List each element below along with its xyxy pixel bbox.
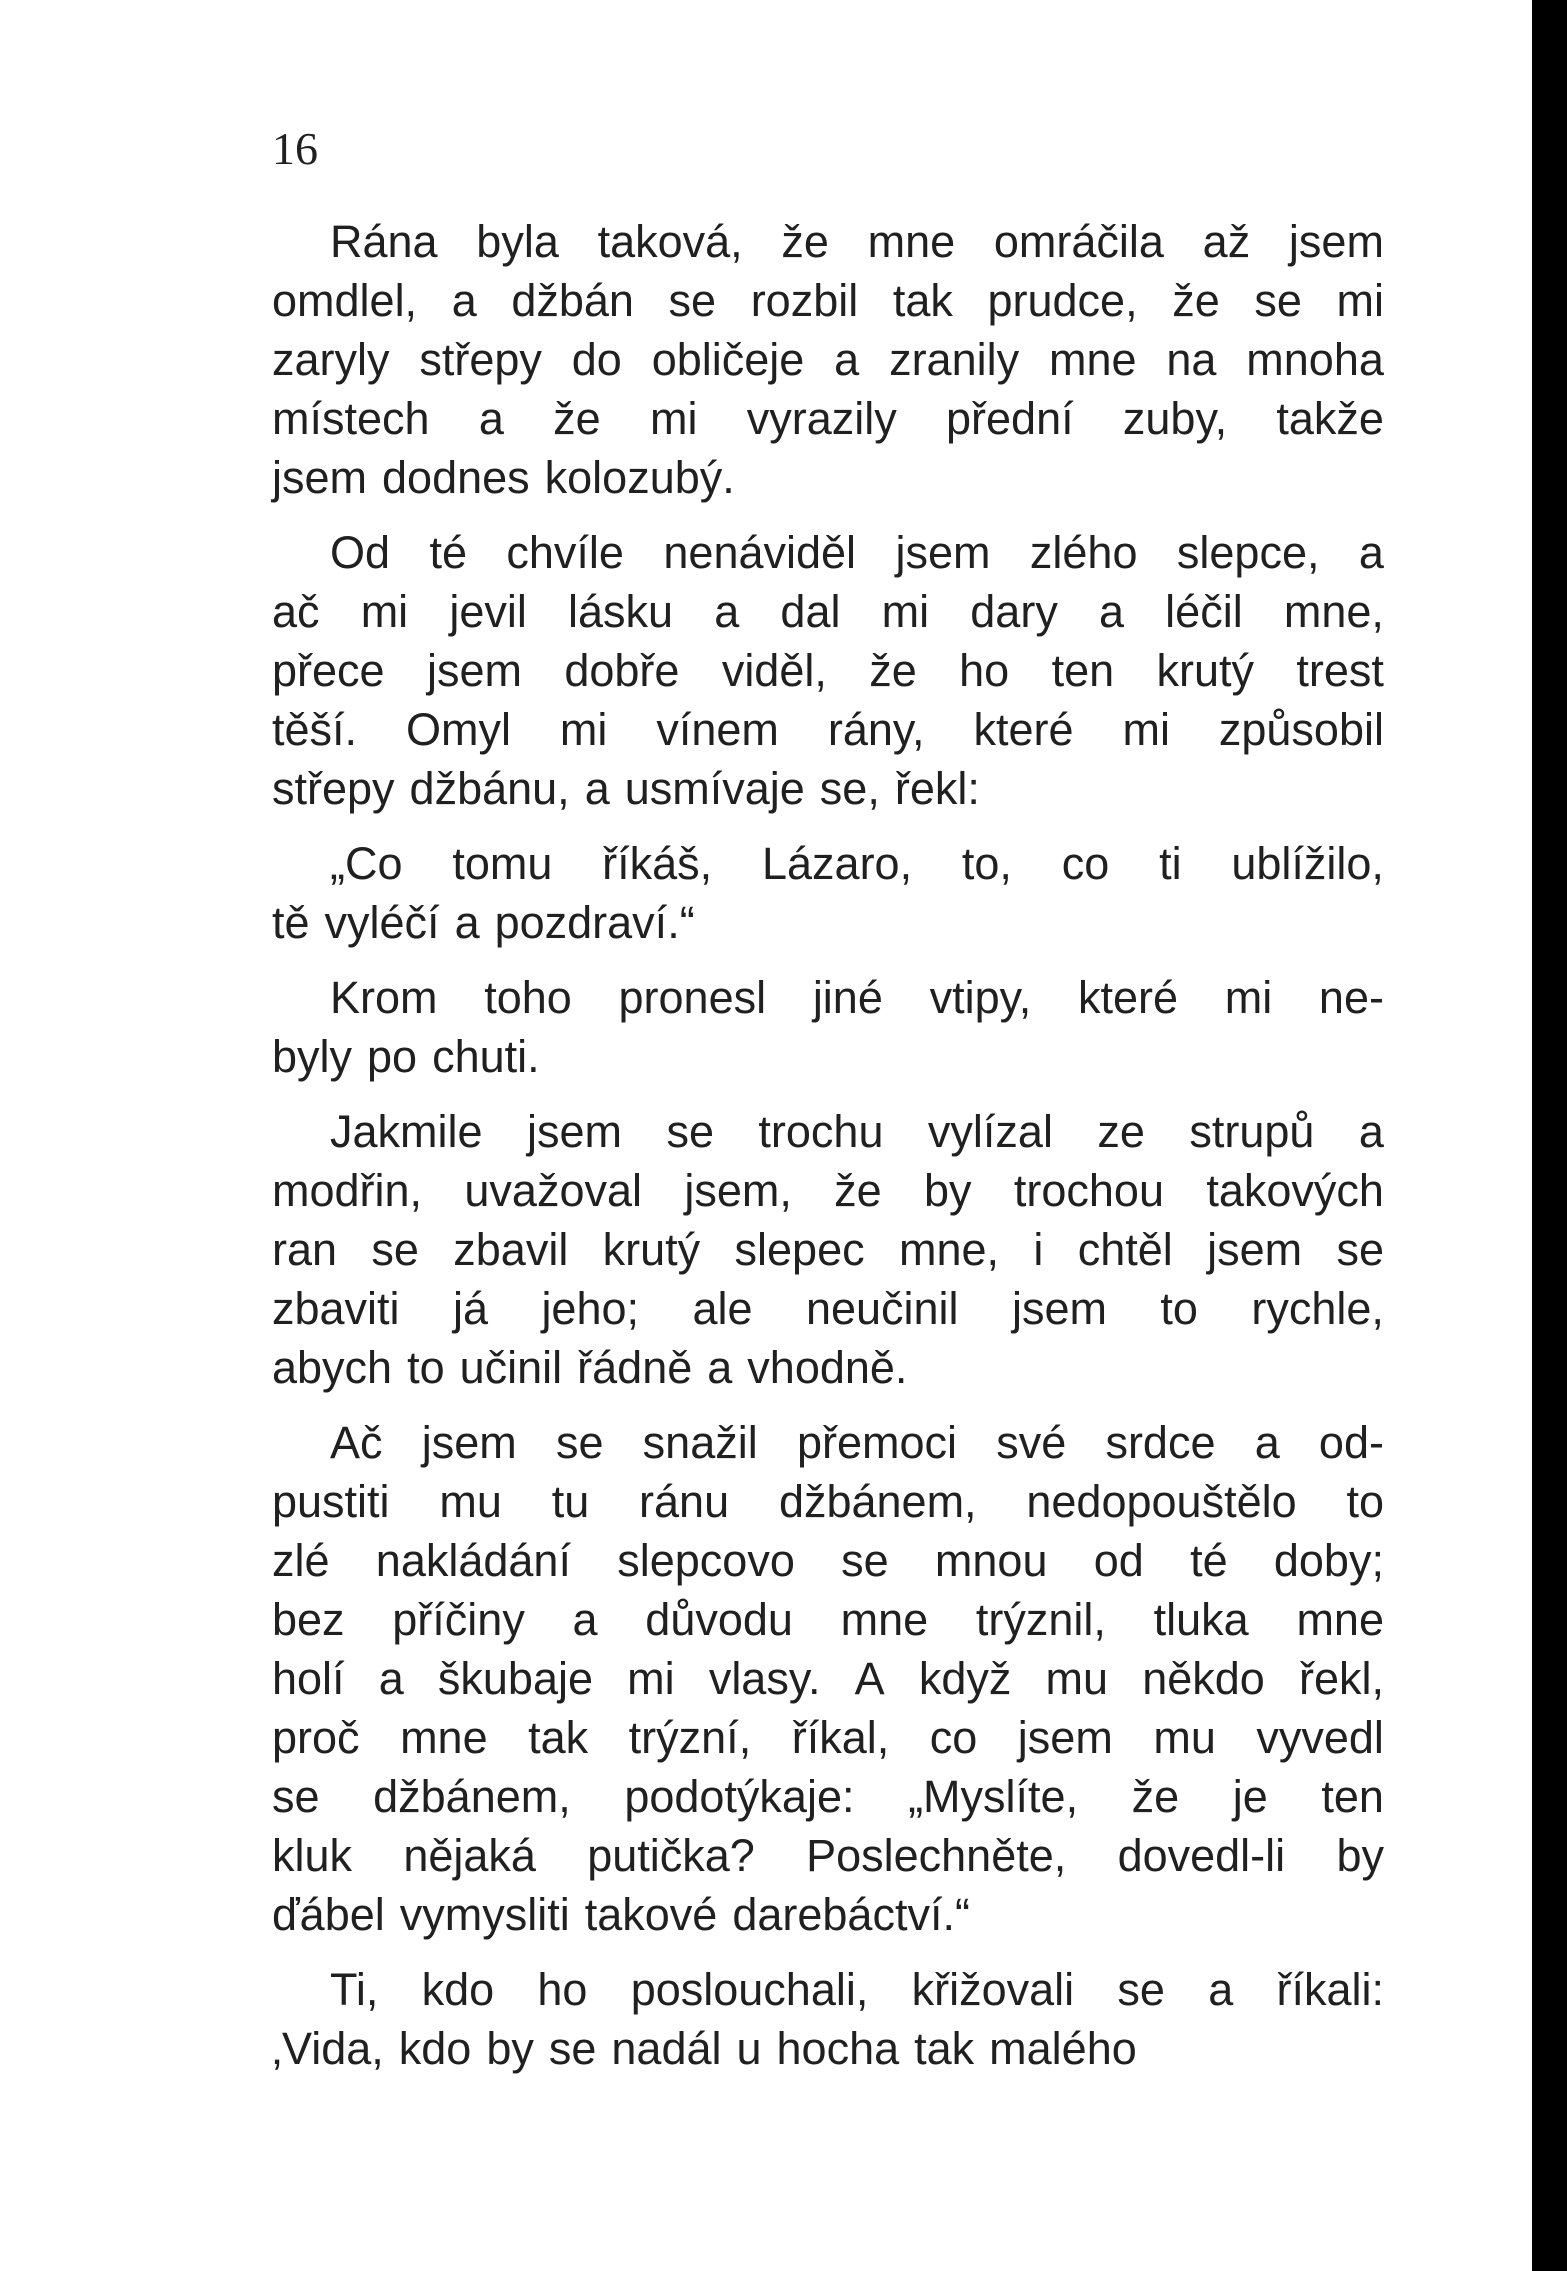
word: střepy: [272, 763, 395, 814]
word: řekl:: [894, 763, 980, 814]
word: že: [781, 216, 829, 267]
word: vyvedl: [1256, 1712, 1384, 1763]
paragraph: [272, 1102, 1384, 1397]
word: té: [429, 527, 467, 578]
word: omráčila: [993, 216, 1164, 267]
word: podotýkaje:: [624, 1771, 855, 1822]
word: trýzní,: [628, 1712, 752, 1763]
word: to,: [961, 838, 1012, 889]
word: omdlel,: [272, 275, 418, 326]
word: chtěl: [1077, 1224, 1173, 1275]
page-number: 16: [272, 123, 318, 174]
word: tak: [528, 1712, 589, 1763]
word: dovedl-li: [1117, 1830, 1286, 1881]
word: a: [1358, 1106, 1384, 1157]
word: i: [1033, 1224, 1044, 1275]
word: tak: [914, 2023, 975, 2074]
word: Rána: [330, 216, 438, 267]
word: mne,: [898, 1224, 999, 1275]
word: Omyl: [405, 704, 511, 755]
word: a: [714, 586, 740, 637]
word: ač: [272, 586, 320, 637]
word: tomu: [452, 838, 553, 889]
word: je: [1232, 1771, 1268, 1822]
word: ten: [1321, 1771, 1384, 1822]
text-line: [272, 448, 1384, 507]
word: mi: [649, 393, 698, 444]
word: holí: [272, 1653, 345, 1704]
word: a: [572, 1594, 598, 1645]
text-line: [272, 700, 1384, 759]
word: mne: [840, 1594, 929, 1645]
word: mne: [867, 216, 956, 267]
text-line: [272, 1826, 1384, 1885]
text-line: [272, 1220, 1384, 1279]
word: vymysliti: [399, 1889, 570, 1940]
word: trýznil,: [975, 1594, 1106, 1645]
text-line: [272, 893, 1384, 952]
word: mne: [1296, 1594, 1384, 1645]
word: „Myslíte,: [908, 1771, 1079, 1822]
word: přece: [272, 645, 385, 696]
word: poslouchali,: [630, 1964, 869, 2015]
word: proč: [272, 1712, 360, 1763]
word: ho: [537, 1964, 588, 2015]
word: tě: [272, 897, 310, 948]
scan-edge-shadow: [1532, 0, 1567, 2271]
word: pronesl: [618, 972, 767, 1023]
word: takových: [1206, 1165, 1384, 1216]
word: mu: [439, 1476, 502, 1527]
word: doby;: [1273, 1535, 1384, 1586]
word: a: [1254, 1417, 1280, 1468]
word: ďábel: [272, 1889, 385, 1940]
word: nějaká: [403, 1830, 536, 1881]
word: nedopouštělo: [1026, 1476, 1297, 1527]
word: a: [1358, 527, 1384, 578]
text-line: [272, 1649, 1384, 1708]
word: malého: [989, 2023, 1137, 2074]
text-line: [272, 1708, 1384, 1767]
word: křižovali: [911, 1964, 1075, 2015]
word: lásku: [568, 586, 674, 637]
word: a: [1208, 1964, 1234, 2015]
word: vylízal: [927, 1106, 1053, 1157]
word: chuti.: [432, 1031, 540, 1082]
text-line: [272, 582, 1384, 641]
word: chvíle: [506, 527, 624, 578]
word: někdo: [1142, 1653, 1265, 1704]
word: trochou: [1013, 1165, 1164, 1216]
word: slepce,: [1176, 527, 1320, 578]
text-line: [272, 330, 1384, 389]
word: až: [1202, 216, 1251, 267]
text-line: [272, 1472, 1384, 1531]
word: nadál: [611, 2023, 722, 2074]
word: kluk: [272, 1830, 353, 1881]
word: by: [1336, 1830, 1384, 1881]
word: mnoha: [1246, 334, 1384, 385]
paragraph: [272, 1413, 1384, 1944]
text-line: [272, 1102, 1384, 1161]
paragraph: [272, 968, 1384, 1086]
word: vínem: [656, 704, 779, 755]
word: mne: [1048, 334, 1137, 385]
word: rychle,: [1251, 1283, 1384, 1334]
word: se: [371, 1224, 419, 1275]
word: tak: [892, 275, 953, 326]
text-line: [272, 759, 1384, 818]
word: takové: [584, 1889, 718, 1940]
word: které: [973, 704, 1074, 755]
word: rány,: [827, 704, 925, 755]
word: že: [1172, 275, 1220, 326]
word: když: [918, 1653, 1012, 1704]
word: jsem,: [684, 1165, 792, 1216]
word: jsem: [895, 527, 991, 578]
word: džbánem,: [373, 1771, 571, 1822]
word: ten: [1051, 645, 1115, 696]
text-body: [272, 212, 1384, 2094]
word: mu: [1045, 1653, 1109, 1704]
word: že: [834, 1165, 882, 1216]
word: mi: [360, 586, 409, 637]
word: ze: [1097, 1106, 1145, 1157]
word: mi: [881, 586, 930, 637]
word: místech: [272, 393, 430, 444]
word: od-: [1318, 1417, 1384, 1468]
word: to: [1346, 1476, 1384, 1527]
text-line: [272, 2019, 1384, 2078]
paragraph: [272, 523, 1384, 818]
word: trest: [1296, 645, 1384, 696]
word: taková,: [597, 216, 743, 267]
word: a: [707, 1342, 733, 1393]
word: snažil: [642, 1417, 758, 1468]
word: mne: [400, 1712, 488, 1763]
word: hocha: [776, 2023, 900, 2074]
word: Poslechněte,: [806, 1830, 1067, 1881]
word: Jakmile: [330, 1106, 483, 1157]
text-line: [272, 1027, 1384, 1086]
word: pustiti: [272, 1476, 390, 1527]
word: mi: [1224, 972, 1273, 1023]
word: se: [272, 1771, 320, 1822]
word: by: [924, 1165, 972, 1216]
word: A: [854, 1653, 885, 1704]
text-line: [272, 1279, 1384, 1338]
word: Lázaro,: [761, 838, 913, 889]
word: strupů: [1189, 1106, 1315, 1157]
word: a: [1098, 586, 1125, 637]
word: kdo: [421, 1964, 495, 2015]
word: bez: [272, 1594, 345, 1645]
word: jsem: [426, 645, 522, 696]
word: neučinil: [805, 1283, 959, 1334]
word: říkal,: [791, 1712, 890, 1763]
word: řádně: [577, 1342, 693, 1393]
text-line: [272, 1885, 1384, 1944]
word: přední: [946, 393, 1074, 444]
word: džbánem,: [778, 1476, 977, 1527]
word: obličeje: [651, 334, 805, 385]
word: té: [1190, 1535, 1228, 1586]
word: takže: [1276, 393, 1384, 444]
word: dary: [970, 586, 1058, 637]
word: co: [929, 1712, 978, 1763]
word: slepec: [734, 1224, 865, 1275]
word: říkáš,: [602, 838, 713, 889]
word: přemoci: [796, 1417, 957, 1468]
word: zlého: [1029, 527, 1138, 578]
text-line: [272, 389, 1384, 448]
word: ne-: [1318, 972, 1384, 1023]
word: srdce: [1105, 1417, 1216, 1468]
word: Ač: [330, 1417, 383, 1468]
word: způsobil: [1218, 704, 1384, 755]
word: vyléčí: [324, 897, 440, 948]
word: a: [451, 275, 477, 326]
word: kolozubý.: [544, 452, 735, 503]
word: a: [378, 1653, 404, 1704]
paragraph: [272, 834, 1384, 952]
word: dodnes: [382, 452, 530, 503]
word: se: [1117, 1964, 1165, 2015]
word: Ti,: [330, 1964, 379, 2015]
word: jsem: [1011, 1283, 1107, 1334]
word: se: [548, 2023, 597, 2074]
word: dal: [780, 586, 841, 637]
text-line: [272, 641, 1384, 700]
text-line: [272, 834, 1384, 893]
word: že: [869, 645, 917, 696]
word: ale: [692, 1283, 753, 1334]
word: ránu: [639, 1476, 730, 1527]
word: jsem: [526, 1106, 622, 1157]
word: krutý: [1156, 645, 1255, 696]
word: tu: [551, 1476, 590, 1527]
word: své: [996, 1417, 1067, 1468]
word: škubaje: [437, 1653, 594, 1704]
word: do: [571, 334, 622, 385]
word: džbánu,: [409, 763, 570, 814]
word: které: [1077, 972, 1179, 1023]
paragraph: [272, 1960, 1384, 2078]
text-line: [272, 968, 1384, 1027]
word: řekl,: [1298, 1653, 1384, 1704]
word: zaryly: [272, 334, 390, 385]
word: vtipy,: [929, 972, 1032, 1023]
text-line: [272, 1413, 1384, 1472]
word: na: [1166, 334, 1217, 385]
word: těší.: [272, 704, 358, 755]
word: to: [1160, 1283, 1198, 1334]
word: a: [454, 897, 480, 948]
word: byla: [476, 216, 559, 267]
word: mne,: [1283, 586, 1384, 637]
word: ‚Vida,: [272, 2023, 384, 2074]
word: toho: [484, 972, 572, 1023]
word: jiné: [812, 972, 883, 1023]
word: jsem: [421, 1417, 517, 1468]
word: se: [666, 1106, 714, 1157]
word: a: [584, 763, 610, 814]
paragraph: [272, 212, 1384, 507]
word: se: [668, 275, 717, 326]
word: pozdraví.“: [494, 897, 695, 948]
word: se,: [819, 763, 880, 814]
word: jsem: [1017, 1712, 1113, 1763]
word: jeho;: [541, 1283, 640, 1334]
word: zuby,: [1122, 393, 1228, 444]
word: já: [452, 1283, 489, 1334]
word: uvažoval: [464, 1165, 642, 1216]
word: ho: [959, 645, 1010, 696]
word: mu: [1153, 1712, 1216, 1763]
word: vyrazily: [746, 393, 897, 444]
text-line: [272, 1590, 1384, 1649]
word: darebáctví.“: [732, 1889, 970, 1940]
word: zranily: [889, 334, 1020, 385]
word: zlé: [272, 1535, 330, 1586]
word: co: [1061, 838, 1110, 889]
word: nakládání: [375, 1535, 571, 1586]
word: modřin,: [272, 1165, 423, 1216]
word: džbán: [511, 275, 634, 326]
word: mi: [1122, 704, 1170, 755]
word: u: [736, 2023, 762, 2074]
word: se: [1254, 275, 1302, 326]
word: od: [1093, 1535, 1144, 1586]
word: střepy: [419, 334, 542, 385]
word: to: [407, 1342, 445, 1393]
word: říkali:: [1276, 1964, 1384, 2015]
word: by: [486, 2023, 534, 2074]
word: Krom: [330, 972, 438, 1023]
word: se: [841, 1535, 889, 1586]
text-line: [272, 1531, 1384, 1590]
text-line: [272, 523, 1384, 582]
word: se: [1336, 1224, 1384, 1275]
word: abych: [272, 1342, 393, 1393]
word: příčiny: [392, 1594, 525, 1645]
word: vhodně.: [747, 1342, 908, 1393]
word: jsem: [1288, 216, 1384, 267]
word: jevil: [449, 586, 527, 637]
word: vlasy.: [708, 1653, 821, 1704]
word: se: [555, 1417, 604, 1468]
word: a: [478, 393, 504, 444]
word: nenáviděl: [663, 527, 857, 578]
word: rozbil: [750, 275, 859, 326]
word: putička?: [587, 1830, 755, 1881]
word: a: [834, 334, 860, 385]
text-line: [272, 212, 1384, 271]
word: že: [553, 393, 601, 444]
word: prudce,: [987, 275, 1138, 326]
word: mi: [627, 1653, 675, 1704]
word: trochu: [758, 1106, 884, 1157]
word: jsem: [272, 452, 368, 503]
text-line: [272, 1161, 1384, 1220]
word: tluka: [1153, 1594, 1249, 1645]
word: dobře: [564, 645, 680, 696]
word: zbaviti: [272, 1283, 400, 1334]
word: Od: [330, 527, 391, 578]
word: slepcovo: [617, 1535, 795, 1586]
word: důvodu: [645, 1594, 793, 1645]
word: zbavil: [453, 1224, 569, 1275]
word: byly: [272, 1031, 353, 1082]
word: ti: [1159, 838, 1182, 889]
word: usmívaje: [624, 763, 805, 814]
word: po: [367, 1031, 418, 1082]
text-line: [272, 1960, 1384, 2019]
word: ublížilo,: [1231, 838, 1384, 889]
word: ran: [272, 1224, 338, 1275]
word: léčil: [1165, 586, 1243, 637]
text-line: [272, 271, 1384, 330]
word: kdo: [398, 2023, 472, 2074]
word: „Co: [330, 838, 403, 889]
text-line: [272, 1338, 1384, 1397]
word: mi: [559, 704, 608, 755]
text-line: [272, 1767, 1384, 1826]
word: mnou: [934, 1535, 1048, 1586]
word: jsem: [1207, 1224, 1303, 1275]
word: mi: [1336, 275, 1384, 326]
word: krutý: [602, 1224, 701, 1275]
word: že: [1131, 1771, 1180, 1822]
word: viděl,: [721, 645, 827, 696]
word: učinil: [459, 1342, 563, 1393]
